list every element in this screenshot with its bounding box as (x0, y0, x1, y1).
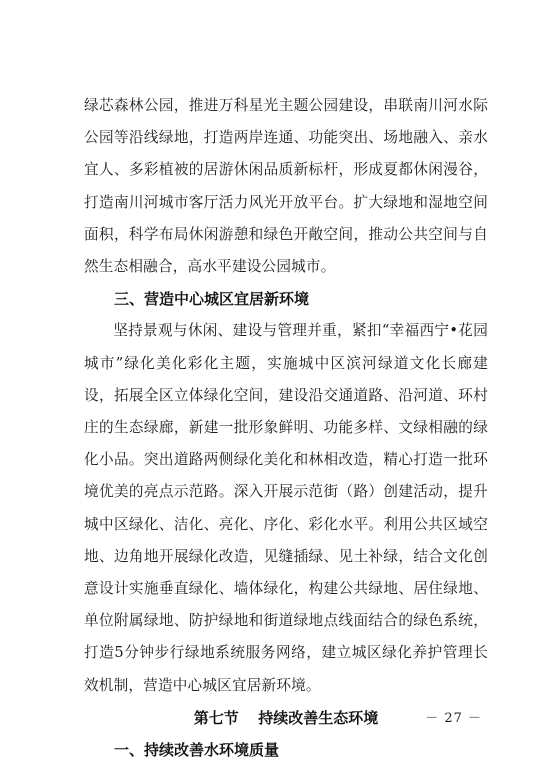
heading-subsection-one: 一、持续改善水环境质量 (114, 741, 280, 760)
section-name: 持续改善生态环境 (258, 708, 379, 727)
section-label: 第七节 (193, 708, 239, 727)
paragraph-continued: 绿芯森林公园，推进万科星光主题公园建设，串联南川河水际公园等沿线绿地，打造两岸连通、功能突出、场地融入、亲水宜人、多彩植被的居游休闲品质新标杆，形成夏都休闲漫谷，打造南川河城市客厅活力风光开放平台。扩大绿地和湿地空间面积，科学布局休闲游憩和绿色开敞空间，推动公共空间与自然生态相融合，高水平建设公园城市。 (84, 97, 488, 276)
page-number: － 27 － (425, 711, 482, 726)
heading-section-three: 三、营造中心城区宜居新环境 (114, 290, 310, 309)
paragraph-section-three: 坚持景观与休闲、建设与管理并重，紧扣“幸福西宁•花园城市”绿化美化彩化主题，实施城中区滨河绿道文化长廊建设，拓展全区立体绿化空间，建设沿交通道路、沿河道、环村庄的生态绿廊，新建一批形象鲜明、功能多样、文绿相融的绿化小品。突出道路两侧绿化美化和林相改造，精心打造一批环境优美的亮点示范路。深入开展示范街（路）创建活动，提升城中区绿化、洁化、亮化、序化、彩化水平。利用公共区域空地、边角地开展绿化改造，见缝插绿、见土补绿，结合文化创意设计实施垂直绿化、墙体绿化，构建公共绿地、居住绿地、单位附属绿地、防护绿地和街道绿地点线面结合的绿色系统，打造5分钟步行绿地系统服务网络，建立城区绿化养护管理长效机制，营造中心城区宜居新环境。 (84, 322, 488, 694)
page-content (84, 90, 488, 766)
